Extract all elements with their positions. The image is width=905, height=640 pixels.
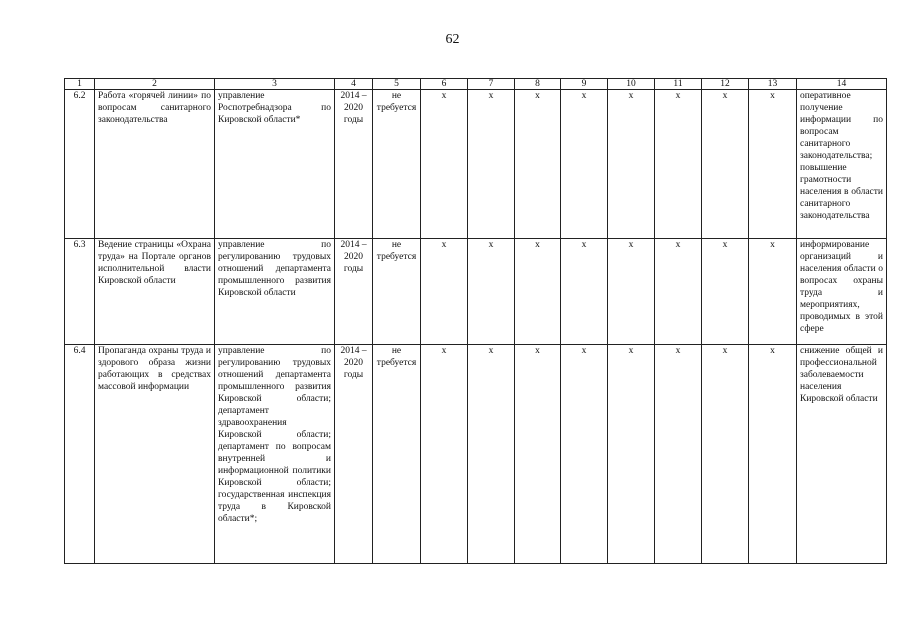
result-cell: снижение общей и профессиональной заболеваемости населения Кировской области xyxy=(797,345,887,564)
mark-cell: x xyxy=(421,345,468,564)
mark-cell: x xyxy=(749,239,797,345)
period-cell: 2014 – 2020 годы xyxy=(335,345,373,564)
mark-cell: x xyxy=(655,90,702,239)
col-header: 6 xyxy=(421,79,468,90)
period-cell: 2014 – 2020 годы xyxy=(335,239,373,345)
row-number: 6.3 xyxy=(65,239,95,345)
row-number: 6.4 xyxy=(65,345,95,564)
col-header: 14 xyxy=(797,79,887,90)
col-header: 13 xyxy=(749,79,797,90)
col-header: 4 xyxy=(335,79,373,90)
col-header: 10 xyxy=(608,79,655,90)
mark-cell: x xyxy=(421,239,468,345)
mark-cell: x xyxy=(608,345,655,564)
result-cell: информирование организаций и населения области о вопросах охраны труда и мероприятиях, проводимых в этой сфере xyxy=(797,239,887,345)
mark-cell: x xyxy=(561,90,608,239)
executor-cell: управление по регулированию трудовых отношений департамента промышленного развития Кировской области xyxy=(215,239,335,345)
mark-cell: x xyxy=(561,239,608,345)
col-header: 3 xyxy=(215,79,335,90)
row-number: 6.2 xyxy=(65,90,95,239)
col-header: 7 xyxy=(468,79,515,90)
period-cell: 2014 – 2020 годы xyxy=(335,90,373,239)
table-row xyxy=(65,239,887,345)
col-header: 12 xyxy=(702,79,749,90)
action-cell: Работа «горячей линии» по вопросам санитарного законодательства xyxy=(95,90,215,239)
mark-cell: x xyxy=(608,90,655,239)
mark-cell: x xyxy=(655,239,702,345)
mark-cell: x xyxy=(468,239,515,345)
result-cell: оперативное получение информации по вопросам санитарного законодательства; повышение грамотности населения в области санитарного законодательства xyxy=(797,90,887,239)
executor-cell: управление по регулированию трудовых отношений департамента промышленного развития Кировской области; департамент здравоохранения Кировской области; департамент по вопросам внутренней и информационной политики Кировской области; государственная инспекция труда в Кировской области*; xyxy=(215,345,335,564)
program-table xyxy=(64,78,887,564)
mark-cell: x xyxy=(561,345,608,564)
executor-cell: управление Роспотребнадзора по Кировской области* xyxy=(215,90,335,239)
col-header: 8 xyxy=(515,79,561,90)
mark-cell: x xyxy=(468,345,515,564)
col-header: 11 xyxy=(655,79,702,90)
col-header: 9 xyxy=(561,79,608,90)
col-header: 5 xyxy=(373,79,421,90)
table-row xyxy=(65,90,887,239)
mark-cell: x xyxy=(749,345,797,564)
mark-cell: x xyxy=(702,90,749,239)
col-header: 2 xyxy=(95,79,215,90)
mark-cell: x xyxy=(702,345,749,564)
funding-cell: не требуется xyxy=(373,239,421,345)
page-number: 62 xyxy=(445,32,460,47)
mark-cell: x xyxy=(749,90,797,239)
funding-cell: не требуется xyxy=(373,345,421,564)
table-row xyxy=(65,345,887,564)
mark-cell: x xyxy=(655,345,702,564)
action-cell: Пропаганда охраны труда и здорового образа жизни работающих в средствах массовой информации xyxy=(95,345,215,564)
mark-cell: x xyxy=(515,239,561,345)
mark-cell: x xyxy=(468,90,515,239)
mark-cell: x xyxy=(421,90,468,239)
action-cell: Ведение страницы «Охрана труда» на Портале органов исполнительной власти Кировской области xyxy=(95,239,215,345)
mark-cell: x xyxy=(515,345,561,564)
funding-cell: не требуется xyxy=(373,90,421,239)
mark-cell: x xyxy=(608,239,655,345)
mark-cell: x xyxy=(702,239,749,345)
header-row xyxy=(65,79,887,90)
col-header: 1 xyxy=(65,79,95,90)
mark-cell: x xyxy=(515,90,561,239)
